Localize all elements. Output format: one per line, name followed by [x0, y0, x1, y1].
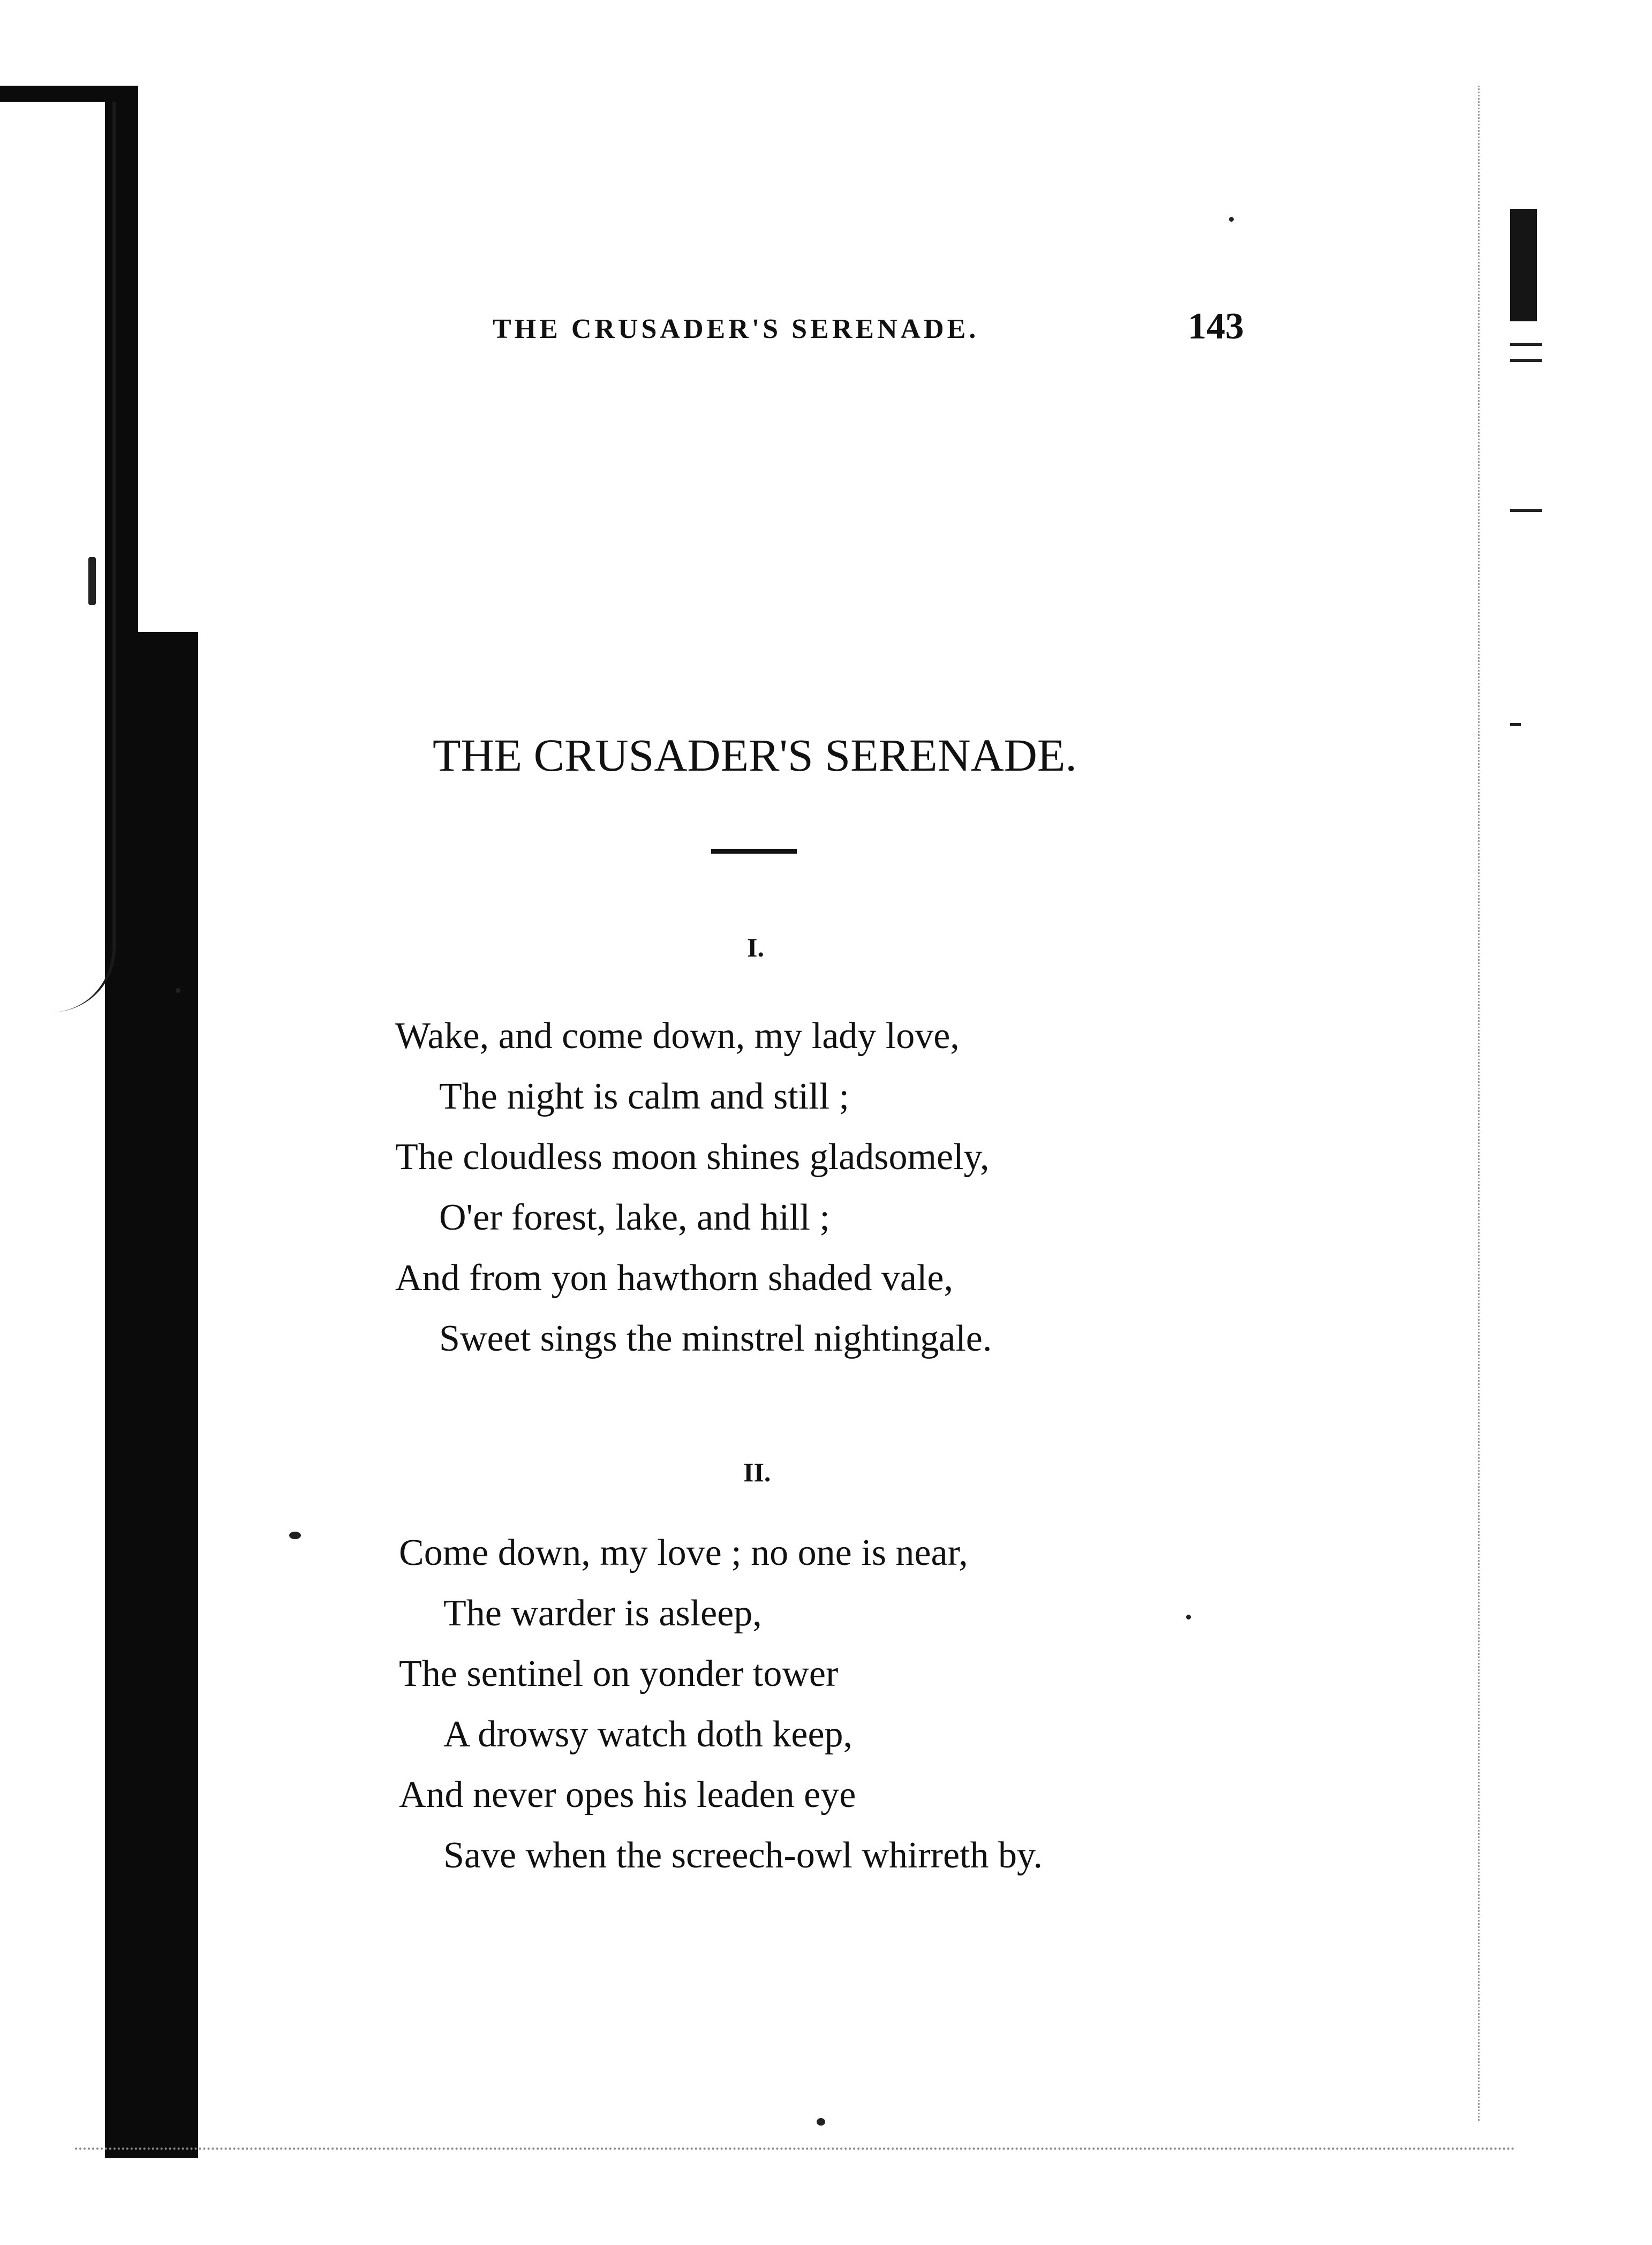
poem-line: A drowsy watch doth keep,	[443, 1714, 853, 1755]
speck	[817, 2118, 825, 2126]
binding-curve	[32, 102, 116, 1012]
edge-artifact	[1510, 359, 1542, 362]
poem-line: The cloudless moon shines gladsomely,	[395, 1136, 990, 1178]
edge-artifact	[1510, 723, 1521, 726]
page-edge-bottom	[75, 2148, 1515, 2160]
edge-artifact	[1510, 509, 1542, 512]
poem-line: Wake, and come down, my lady love,	[395, 1015, 960, 1057]
poem-line: The night is calm and still ;	[439, 1076, 850, 1117]
title-rule	[711, 849, 797, 854]
page-number: 143	[1188, 306, 1244, 347]
poem-title: THE CRUSADER'S SERENADE.	[433, 729, 1077, 781]
binding-shadow-lower	[134, 632, 198, 2158]
poem-line: O'er forest, lake, and hill ;	[439, 1197, 830, 1238]
speck	[88, 557, 96, 605]
poem-line: Save when the screech-owl whirreth by.	[443, 1835, 1043, 1876]
poem-line: The sentinel on yonder tower	[399, 1653, 839, 1694]
speck	[1186, 1615, 1191, 1619]
speck	[289, 1532, 301, 1539]
poem-line: And from yon hawthorn shaded vale,	[395, 1257, 953, 1299]
edge-artifact	[1510, 209, 1537, 321]
stanza-number: I.	[747, 932, 764, 962]
stanza-number: II.	[743, 1457, 771, 1487]
running-head: THE CRUSADER'S SERENADE.	[493, 314, 979, 344]
poem-line: The warder is asleep,	[443, 1593, 762, 1634]
poem-line: Come down, my love ; no one is near,	[399, 1532, 968, 1573]
edge-artifact	[1510, 343, 1542, 346]
speck	[176, 988, 180, 993]
poem-line: Sweet sings the minstrel nightingale.	[439, 1318, 992, 1359]
speck	[1229, 217, 1234, 222]
page-edge-right	[1478, 86, 1482, 2121]
poem-line: And never opes his leaden eye	[399, 1774, 856, 1815]
